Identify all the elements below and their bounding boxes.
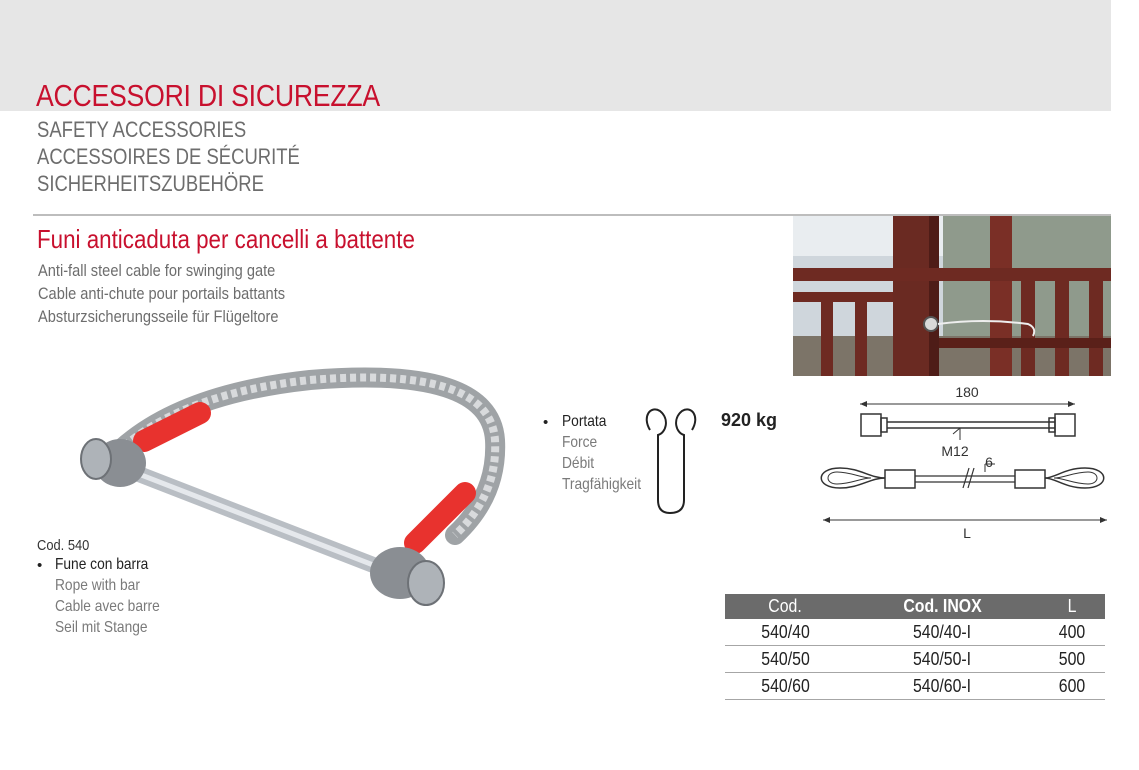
codes-table — [725, 594, 1105, 700]
length-label: L — [963, 525, 971, 540]
section-subtitle-fr: Cable anti-chute pour portails battants — [38, 284, 286, 303]
table-cell: 540/60 — [725, 673, 845, 700]
table-cell: 540/60-I — [845, 673, 1039, 700]
load-label-en: Force — [562, 434, 598, 451]
load-label: Portata — [562, 413, 607, 430]
cable-diameter-label: 6 — [985, 454, 993, 470]
page-title: ACCESSORI DI SICUREZZA — [36, 78, 380, 113]
table-cell: 500 — [1039, 646, 1105, 673]
section-subtitle-de: Absturzsicherungsseile für Flügeltore — [38, 307, 279, 326]
header-length: L — [1039, 594, 1105, 619]
load-value: 920 kg — [721, 410, 778, 430]
thread-label: M12 — [941, 443, 969, 459]
product-name-en: Rope with bar — [55, 577, 140, 594]
section-subtitle-en: Anti-fall steel cable for swinging gate — [38, 261, 276, 280]
header-cod: Cod. — [725, 594, 845, 619]
table-row — [725, 673, 1105, 700]
load-label-de: Tragfähigkeit — [562, 476, 642, 493]
page-subtitle-en: SAFETY ACCESSORIES — [37, 117, 247, 142]
section-title: Funi anticaduta per cancelli a battente — [37, 224, 415, 254]
table-cell: 540/50-I — [845, 646, 1039, 673]
gate-photo — [793, 216, 1111, 376]
cable-loop-icon — [640, 405, 710, 515]
table-cell: 400 — [1039, 619, 1105, 646]
technical-drawing — [815, 380, 1115, 540]
header-cod-inox: Cod. INOX — [845, 594, 1039, 619]
load-label-fr: Débit — [562, 455, 595, 472]
product-code: Cod. 540 — [37, 537, 90, 554]
table-cell: 540/50 — [725, 646, 845, 673]
product-name-fr: Cable avec barre — [55, 598, 160, 615]
table-row — [725, 619, 1105, 646]
table-cell: 540/40 — [725, 619, 845, 646]
product-name-de: Seil mit Stange — [55, 619, 148, 636]
page-subtitle-de: SICHERHEITSZUBEHÖRE — [37, 171, 264, 196]
bullet-icon: • — [543, 414, 549, 431]
table-cell: 600 — [1039, 673, 1105, 700]
table-header-row — [725, 594, 1105, 619]
table-row — [725, 646, 1105, 673]
bar-length-label: 180 — [955, 384, 979, 400]
product-name: Fune con barra — [55, 556, 149, 573]
bullet-icon: • — [37, 557, 43, 574]
page-subtitle-fr: ACCESSOIRES DE SÉCURITÉ — [37, 144, 300, 169]
table-cell: 540/40-I — [845, 619, 1039, 646]
